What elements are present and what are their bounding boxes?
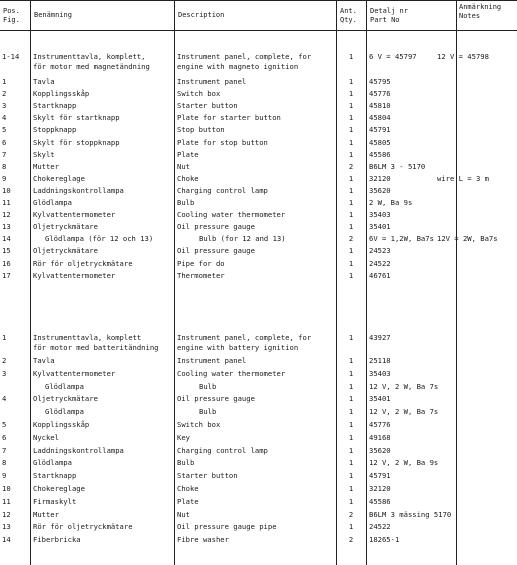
- row-name: Glödlampa: [33, 198, 72, 207]
- row-part: 45805: [369, 137, 391, 147]
- table-row: [0, 393, 517, 405]
- row-desc: Starter button: [177, 471, 238, 481]
- row-name: Tavla: [33, 356, 55, 365]
- row-desc: Choke: [177, 484, 199, 493]
- row-qty: 1: [348, 496, 354, 506]
- row-qty: 1: [348, 125, 354, 135]
- row-qty: 1: [348, 458, 354, 468]
- row-pos: 6: [2, 432, 7, 442]
- row-pos: 7: [2, 445, 7, 455]
- row-qty: 1: [348, 394, 354, 404]
- row-desc: Instrument panel, complete, for engine with battery ignition: [177, 333, 312, 352]
- row-qty: 1: [348, 471, 354, 481]
- row-part: 25118: [369, 356, 391, 365]
- row-desc: Cooling water thermometer: [177, 210, 286, 220]
- row-desc: Charging control lamp: [177, 445, 268, 455]
- row-name: Oljetryckmätare: [33, 246, 98, 256]
- row-pos: 2: [2, 89, 7, 99]
- row-pos: 14: [2, 234, 11, 244]
- table-row: [0, 233, 517, 245]
- row-name: Glödlampa: [33, 458, 72, 468]
- table-row: [0, 534, 517, 546]
- row-desc: Pipe for do: [177, 258, 225, 268]
- row-part: 43927: [369, 333, 391, 342]
- row-desc: Bulb: [177, 458, 195, 468]
- row-part: B6LM 3 mässing 5170: [369, 509, 452, 519]
- table-row: [0, 483, 517, 495]
- row-note: wire L = 3 m: [437, 173, 489, 183]
- row-part: 6 V = 45797: [369, 52, 417, 61]
- row-part: 35620: [369, 185, 391, 195]
- row-desc: Bulb: [199, 381, 217, 391]
- table-row: [0, 124, 517, 136]
- row-pos: 5: [2, 420, 7, 429]
- row-qty: 2: [348, 535, 354, 545]
- header-note: Anmärkning Notes: [459, 3, 502, 20]
- row-qty: 1: [348, 101, 354, 111]
- row-name: Kylvattentermometer: [33, 368, 116, 378]
- row-pos: 3: [2, 101, 7, 111]
- row-desc: Cooling water thermometer: [177, 368, 286, 378]
- row-qty: 1: [348, 222, 354, 232]
- row-desc: Switch box: [177, 89, 221, 99]
- row-part: 35401: [369, 394, 391, 404]
- row-desc: Plate for stop button: [177, 137, 268, 147]
- row-qty: 1: [348, 113, 354, 123]
- table-row: [0, 100, 517, 112]
- row-name: Instrumenttavla, komplett, för motor med magnetändning: [33, 52, 150, 71]
- table-row: [0, 197, 517, 209]
- row-part: 6V = 1,2W, Ba7s: [369, 234, 434, 244]
- table-row: [0, 509, 517, 521]
- row-pos: 12: [2, 210, 11, 220]
- row-qty: 1: [348, 522, 354, 532]
- row-desc: Key: [177, 432, 190, 442]
- row-desc: Fibre washer: [177, 535, 229, 545]
- row-pos: 2: [2, 356, 7, 365]
- row-desc: Switch box: [177, 420, 221, 429]
- row-pos: 4: [2, 113, 7, 123]
- row-pos: 8: [2, 161, 7, 171]
- row-desc: Plate: [177, 496, 199, 506]
- row-part: B6LM 3 - 5170: [369, 161, 426, 171]
- row-name: Oljetryckmätare: [33, 222, 98, 232]
- table-row: [0, 209, 517, 221]
- row-desc: Choke: [177, 173, 199, 183]
- row-pos: 15: [2, 246, 11, 256]
- table-row: [0, 333, 517, 355]
- table-row: [0, 258, 517, 270]
- row-qty: 1: [348, 407, 354, 417]
- row-pos: 4: [2, 394, 7, 404]
- table-row: [0, 406, 517, 418]
- row-desc: Instrument panel, complete, for engine with magneto ignition: [177, 52, 312, 71]
- row-pos: 13: [2, 522, 11, 532]
- row-name: Glödlampa: [45, 407, 84, 417]
- row-pos: 1-14: [2, 52, 20, 61]
- row-name: Stoppknapp: [33, 125, 77, 135]
- table-row: [0, 270, 517, 282]
- header-name: Benämning: [34, 11, 72, 19]
- header-bottom-rule: [0, 30, 517, 31]
- row-qty: 1: [348, 333, 354, 342]
- row-part: 24522: [369, 522, 391, 532]
- row-part: 24522: [369, 258, 391, 268]
- row-qty: 1: [348, 381, 354, 391]
- row-name: Laddningskontrollampa: [33, 185, 124, 195]
- table-row: [0, 368, 517, 380]
- row-name: Kopplingsskåp: [33, 420, 90, 429]
- row-pos: 1: [2, 77, 7, 86]
- header-desc: Description: [178, 11, 225, 19]
- row-pos: 9: [2, 471, 7, 481]
- row-name: Startknapp: [33, 471, 77, 481]
- row-part: 46761: [369, 270, 391, 280]
- row-qty: 1: [348, 52, 354, 61]
- row-desc: Nut: [177, 161, 190, 171]
- row-desc: Thermometer: [177, 270, 225, 280]
- row-qty: 1: [348, 356, 354, 365]
- row-qty: 1: [348, 77, 354, 86]
- table-row: [0, 161, 517, 173]
- row-desc: Plate: [177, 149, 199, 159]
- row-desc: Charging control lamp: [177, 185, 268, 195]
- row-name: Instrumenttavla, komplett för motor med batteritändning: [33, 333, 159, 352]
- row-name: Glödlampa: [45, 381, 84, 391]
- table-row: [0, 419, 517, 431]
- row-name: Kopplingsskåp: [33, 89, 90, 99]
- row-desc: Bulb (for 12 and 13): [199, 234, 286, 244]
- row-pos: 11: [2, 496, 11, 506]
- row-name: Rör för oljetryckmätare: [33, 258, 133, 268]
- row-desc: Instrument panel: [177, 77, 247, 86]
- row-pos: 9: [2, 173, 7, 183]
- row-qty: 1: [348, 246, 354, 256]
- row-pos: 12: [2, 509, 11, 519]
- row-qty: 1: [348, 445, 354, 455]
- table-row: [0, 381, 517, 393]
- table-row: [0, 221, 517, 233]
- row-qty: 1: [348, 420, 354, 429]
- row-part: 45776: [369, 420, 391, 429]
- row-pos: 17: [2, 270, 11, 280]
- row-desc: Oil pressure gauge: [177, 222, 255, 232]
- row-name: Kylvattentermometer: [33, 270, 116, 280]
- row-part: 45586: [369, 496, 391, 506]
- row-part: 45586: [369, 149, 391, 159]
- row-part: 12 V, 2 W, Ba 9s: [369, 458, 439, 468]
- row-qty: 1: [348, 484, 354, 493]
- table-row: [0, 457, 517, 469]
- row-qty: 1: [348, 185, 354, 195]
- row-part: 35401: [369, 222, 391, 232]
- row-qty: 2: [348, 509, 354, 519]
- table-row: [0, 76, 517, 88]
- table-row: [0, 445, 517, 457]
- table-row: [0, 112, 517, 124]
- row-part: 32120: [369, 173, 391, 183]
- row-name: Skylt för stoppknapp: [33, 137, 120, 147]
- table-row: [0, 149, 517, 161]
- row-pos: 7: [2, 149, 7, 159]
- row-desc: Instrument panel: [177, 356, 247, 365]
- row-part: 45810: [369, 101, 391, 111]
- row-qty: 2: [348, 234, 354, 244]
- row-qty: 1: [348, 173, 354, 183]
- row-desc: Bulb: [177, 198, 195, 207]
- row-pos: 10: [2, 185, 11, 195]
- row-desc: Stop button: [177, 125, 225, 135]
- row-part: 49168: [369, 432, 391, 442]
- row-name: Startknapp: [33, 101, 77, 111]
- row-qty: 1: [348, 368, 354, 378]
- header-part: Detalj nr Part No: [370, 7, 408, 24]
- row-desc: Starter button: [177, 101, 238, 111]
- table-row: [0, 496, 517, 508]
- table-row: [0, 52, 517, 74]
- table-row: [0, 245, 517, 257]
- row-name: Tavla: [33, 77, 55, 86]
- header-qty: Ant. Qty.: [340, 7, 357, 24]
- row-part: 32120: [369, 484, 391, 493]
- row-name: Chokereglage: [33, 484, 85, 493]
- table-row: [0, 173, 517, 185]
- row-part: 2 W, Ba 9s: [369, 198, 413, 207]
- row-part: 18265-1: [369, 535, 400, 545]
- row-name: Fiberbricka: [33, 535, 81, 545]
- row-name: Mutter: [33, 509, 59, 519]
- row-pos: 14: [2, 535, 11, 545]
- table-row: [0, 355, 517, 367]
- row-name: Rör för oljetryckmätare: [33, 522, 133, 532]
- row-note: 12 V = 45798: [437, 52, 489, 61]
- row-pos: 6: [2, 137, 7, 147]
- row-part: 45791: [369, 471, 391, 481]
- row-qty: 1: [348, 149, 354, 159]
- row-name: Skylt: [33, 149, 55, 159]
- row-name: Firmaskylt: [33, 496, 77, 506]
- row-pos: 10: [2, 484, 11, 493]
- row-name: Chokereglage: [33, 173, 85, 183]
- table-row: [0, 185, 517, 197]
- row-name: Oljetryckmätare: [33, 394, 98, 404]
- row-desc: Oil pressure gauge: [177, 246, 255, 256]
- table-row: [0, 432, 517, 444]
- table-row: [0, 521, 517, 533]
- row-desc: Bulb: [199, 407, 217, 417]
- table-row: [0, 137, 517, 149]
- header-pos: Pos. Fig.: [3, 7, 20, 24]
- header-top-rule: [0, 0, 517, 1]
- row-qty: 2: [348, 161, 354, 171]
- row-part: 35620: [369, 445, 391, 455]
- row-name: Laddningskontrollampa: [33, 445, 124, 455]
- row-name: Skylt för startknapp: [33, 113, 120, 123]
- row-desc: Nut: [177, 509, 190, 519]
- row-name: Nyckel: [33, 432, 59, 442]
- row-pos: 5: [2, 125, 7, 135]
- row-pos: 11: [2, 198, 11, 207]
- row-qty: 1: [348, 258, 354, 268]
- row-part: 45804: [369, 113, 391, 123]
- table-row: [0, 470, 517, 482]
- table-row: [0, 88, 517, 100]
- row-pos: 13: [2, 222, 11, 232]
- row-desc: Plate for starter button: [177, 113, 281, 123]
- row-desc: Oil pressure gauge: [177, 394, 255, 404]
- row-part: 35403: [369, 210, 391, 220]
- row-part: 45776: [369, 89, 391, 99]
- row-part: 35403: [369, 368, 391, 378]
- row-qty: 1: [348, 432, 354, 442]
- row-name: Glödlampa (för 12 och 13): [45, 234, 154, 244]
- row-qty: 1: [348, 270, 354, 280]
- row-name: Mutter: [33, 161, 59, 171]
- row-pos: 1: [2, 333, 7, 342]
- row-qty: 1: [348, 210, 354, 220]
- row-part: 12 V, 2 W, Ba 7s: [369, 407, 439, 417]
- row-qty: 1: [348, 137, 354, 147]
- row-part: 24523: [369, 246, 391, 256]
- row-qty: 1: [348, 89, 354, 99]
- row-pos: 3: [2, 368, 7, 378]
- row-part: 12 V, 2 W, Ba 7s: [369, 381, 439, 391]
- row-pos: 8: [2, 458, 7, 468]
- row-part: 45795: [369, 77, 391, 86]
- row-part: 45791: [369, 125, 391, 135]
- row-qty: 1: [348, 198, 354, 207]
- row-pos: 16: [2, 258, 11, 268]
- row-desc: Oil pressure gauge pipe: [177, 522, 277, 532]
- row-note: 12V = 2W, Ba7s: [437, 234, 498, 244]
- row-name: Kylvattentermometer: [33, 210, 116, 220]
